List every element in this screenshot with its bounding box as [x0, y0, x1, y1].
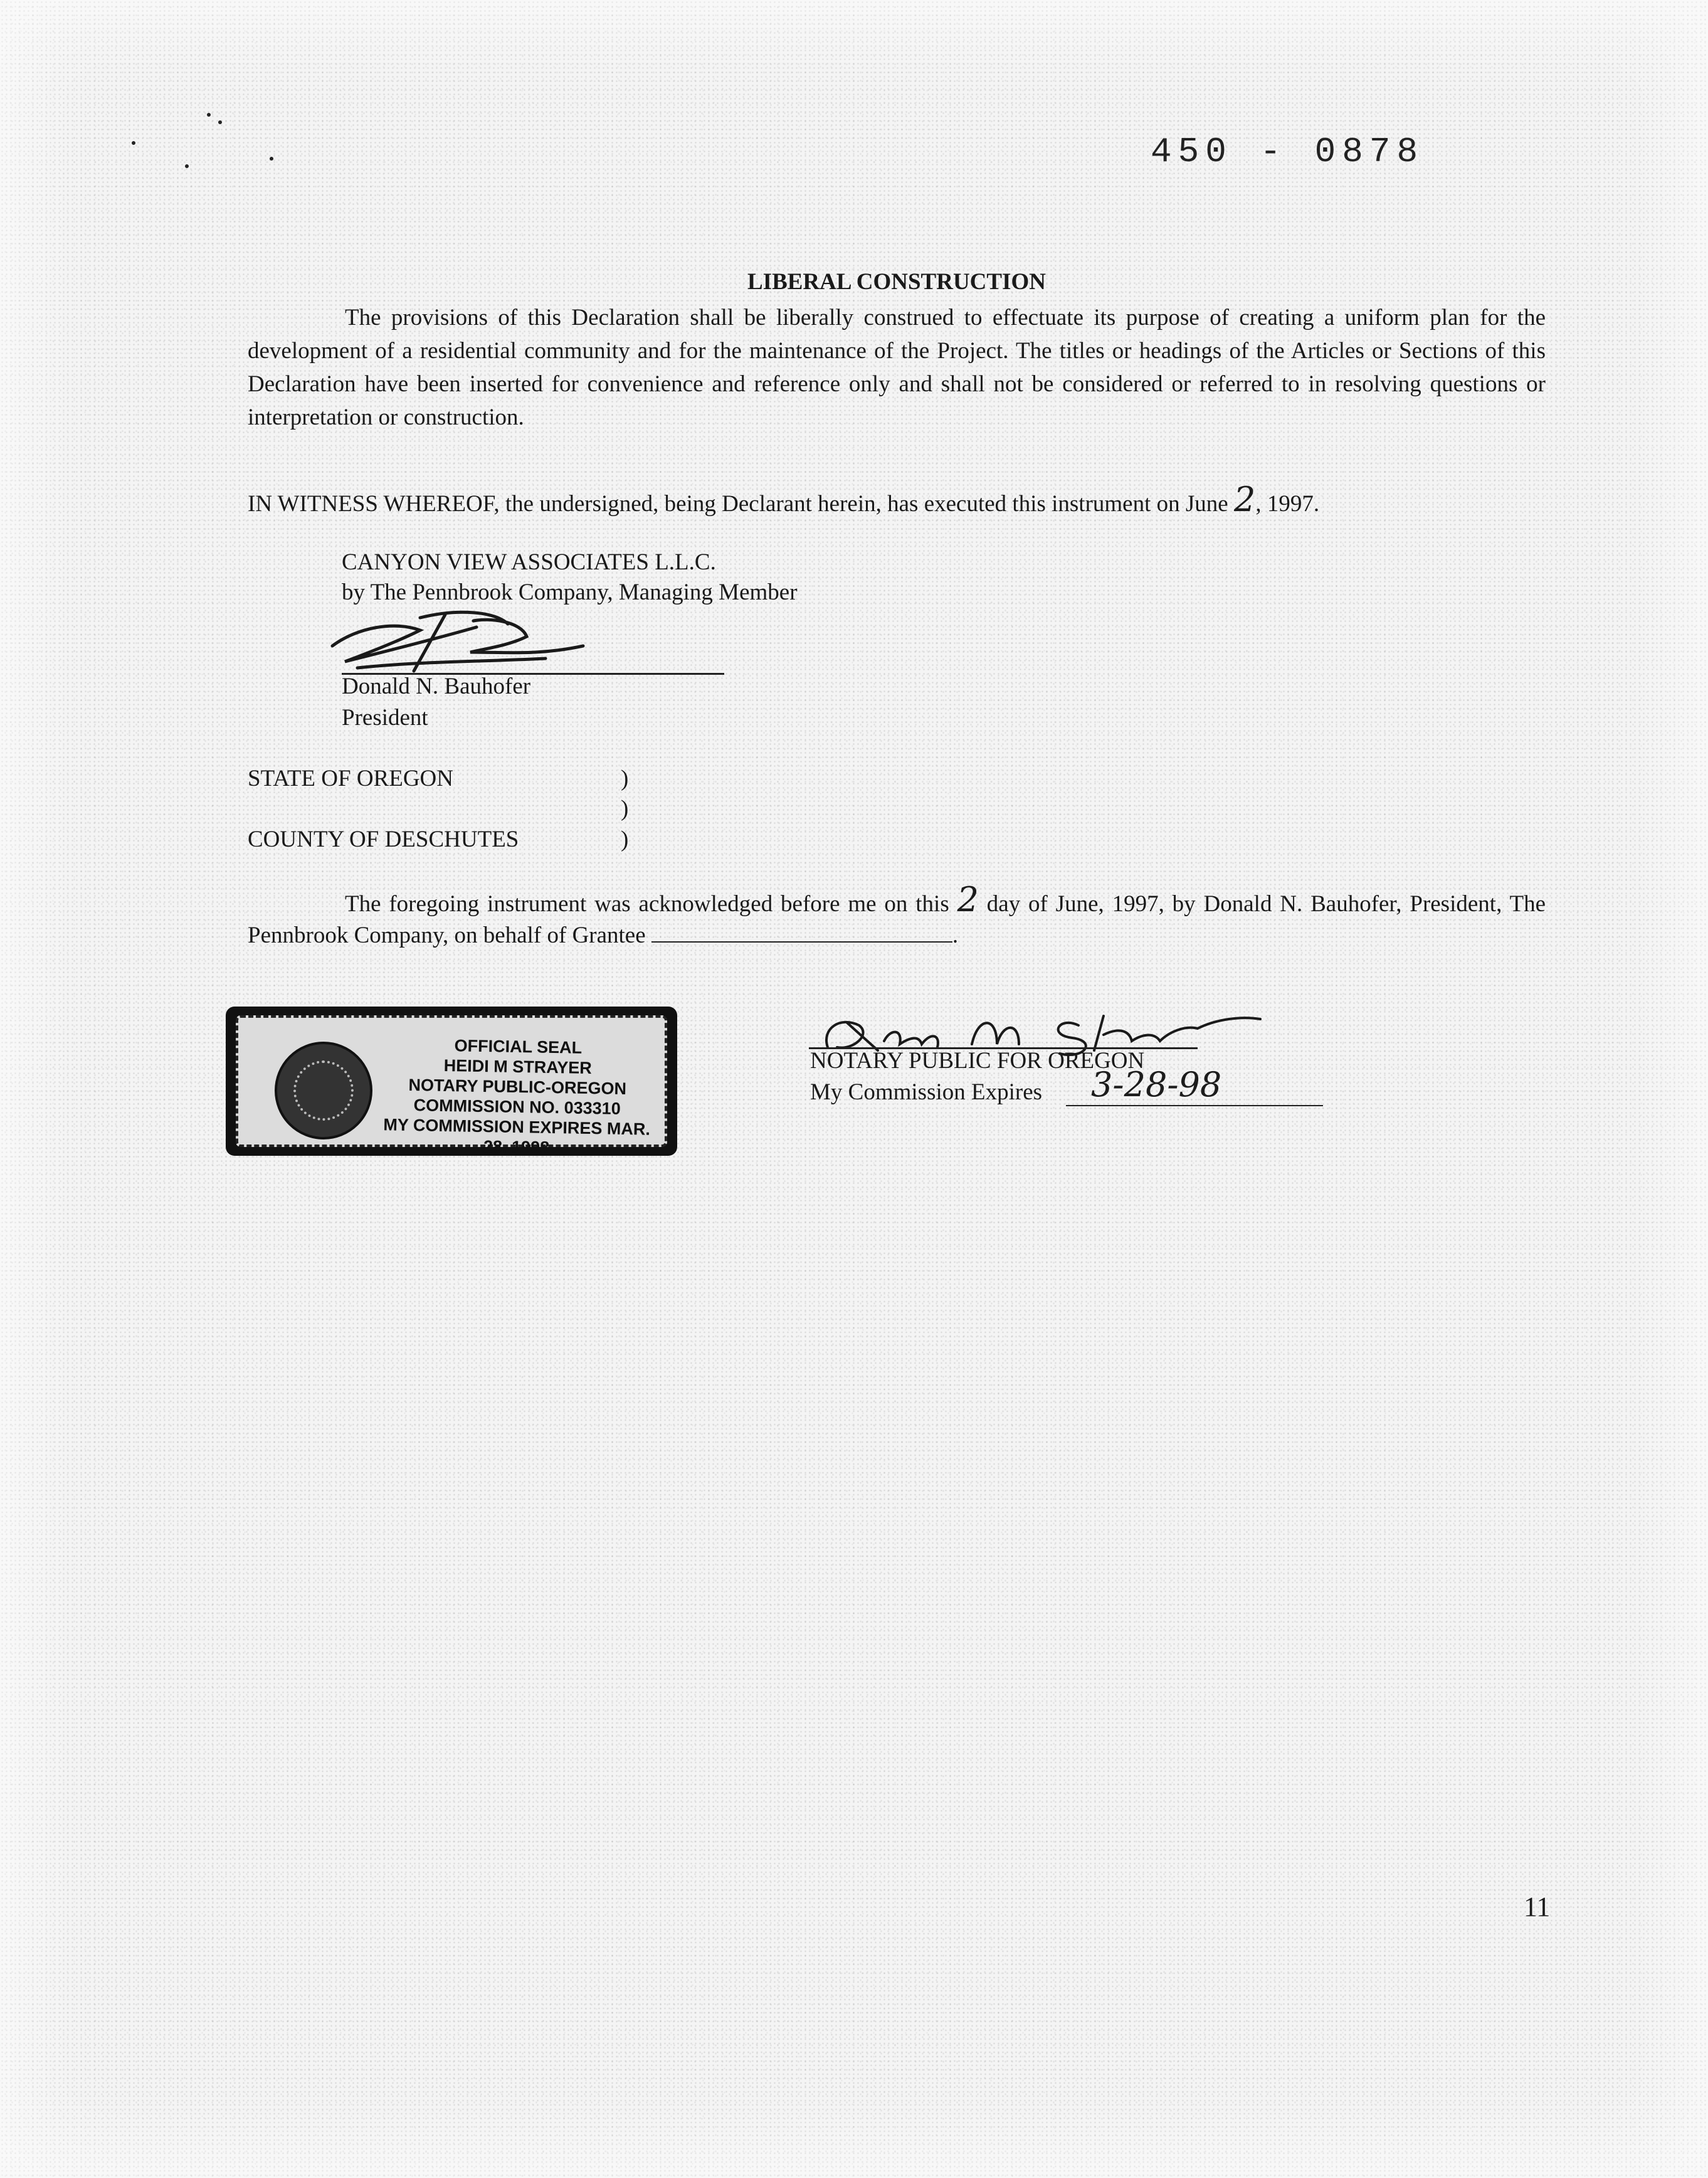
- witness-year: , 1997.: [1255, 491, 1320, 517]
- ack-handwritten-day: 2: [957, 880, 979, 919]
- seal-line: OFFICIAL SEAL: [454, 1036, 583, 1057]
- venue-paren: ): [621, 827, 629, 852]
- declarant-signature: [320, 602, 646, 677]
- venue-paren: ): [621, 796, 629, 822]
- grantee-blank-line: [651, 922, 952, 943]
- commission-expires-date: 3-28-98: [1091, 1065, 1222, 1104]
- seal-line: NOTARY PUBLIC-OREGON: [408, 1075, 627, 1099]
- signer-title: President: [342, 705, 428, 731]
- state-seal-emblem-icon: [275, 1042, 372, 1139]
- entity-byline: by The Pennbrook Company, Managing Member: [342, 579, 798, 605]
- scan-speck: [218, 120, 222, 124]
- document-number: 450 - 0878: [1151, 132, 1425, 172]
- ack-text-start: The foregoing instrument was acknowledged before me on this: [345, 891, 949, 917]
- scan-speck: [132, 141, 135, 145]
- section-heading: LIBERAL CONSTRUCTION: [747, 269, 1046, 295]
- venue-paren: ): [621, 766, 629, 791]
- witness-handwritten-day: 2: [1233, 480, 1256, 519]
- ack-period: .: [952, 922, 959, 948]
- seal-line: HEIDI M STRAYER: [443, 1055, 593, 1078]
- scan-speck: [207, 113, 211, 117]
- seal-line: COMMISSION NO. 033310: [413, 1096, 621, 1118]
- signer-name: Donald N. Bauhofer: [342, 674, 531, 699]
- acknowledgment-paragraph: [248, 880, 1546, 951]
- seal-text: [369, 1034, 665, 1160]
- seal-line: MY COMMISSION EXPIRES MAR. 28, 1998: [383, 1115, 651, 1157]
- commission-expires-label: My Commission Expires: [810, 1079, 1043, 1105]
- commission-expires-line: [1066, 1105, 1323, 1106]
- notary-title: NOTARY PUBLIC FOR OREGON: [810, 1048, 1145, 1074]
- scan-speck: [185, 164, 189, 168]
- ack-text-end: day of June, 1997, by Donald N. Bauhofer, President, The Pennbrook Company, on behalf of Grantee: [248, 891, 1546, 948]
- scan-speck: [270, 157, 273, 161]
- witness-text: IN WITNESS WHEREOF, the undersigned, being Declarant herein, has executed this instrument on June: [248, 491, 1228, 517]
- venue-state: STATE OF OREGON: [248, 766, 453, 791]
- venue-county: COUNTY OF DESCHUTES: [248, 827, 519, 852]
- page-number: 11: [1524, 1891, 1551, 1922]
- entity-name: CANYON VIEW ASSOCIATES L.L.C.: [342, 549, 716, 575]
- seal-border: [236, 1015, 667, 1157]
- liberal-construction-paragraph: The provisions of this Declaration shall be liberally construed to effectuate its purpose of creating a uniform plan for the development of a residential community and for the maintenance of the Project. The titles or headings of the Articles or Sections of this Declaration have been inserted for convenience and reference only and shall not be considered or referred to in resolving questions or interpretation or construction.: [248, 305, 1546, 430]
- witness-clause: [248, 480, 1320, 521]
- official-notary-seal: [226, 1007, 677, 1156]
